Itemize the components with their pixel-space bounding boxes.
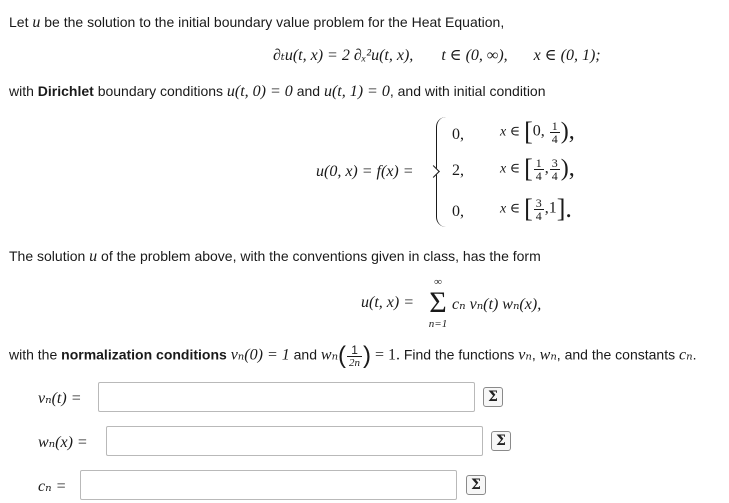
interval-end: 1 — [548, 199, 557, 217]
series-lhs: u(t, x) = — [361, 294, 414, 311]
fraction-1-4 — [550, 120, 560, 145]
frac-num: 3 — [535, 195, 542, 210]
frac-den: 4 — [535, 208, 542, 223]
interval-start: 0, — [532, 122, 545, 140]
bc-left: u(t, 0) = 0 — [226, 83, 293, 100]
normalization-label: normalization conditions — [61, 346, 227, 363]
answer-row-cn — [0, 470, 729, 500]
sum-upper-limit: ∞ — [434, 276, 442, 288]
ic-case-2 — [452, 162, 464, 180]
case-set-prefix: x ∈ — [500, 201, 521, 217]
norm-v-condition: vₙ(0) = 1 — [230, 346, 290, 364]
period: . — [692, 346, 697, 363]
solution-line — [9, 248, 541, 266]
close-bracket: ), — [560, 118, 575, 145]
var-u: u — [89, 248, 98, 265]
vn-input[interactable] — [98, 382, 475, 412]
pde-equation — [273, 45, 601, 65]
frac-num: 1 — [551, 118, 558, 133]
norm-w: wₙ — [320, 346, 339, 364]
fraction-3-4 — [550, 157, 560, 182]
open-bracket: [ — [524, 154, 533, 183]
norm-text-with: with the — [9, 346, 62, 363]
frac-den: 2n — [349, 356, 361, 369]
var-wn: wₙ — [539, 346, 557, 364]
cn-input[interactable] — [80, 470, 457, 500]
ic-case-2-set: x ∈ [ $\frac{1}{4}$ , $\frac{3}{4}$ ), — [500, 154, 575, 183]
case-set-prefix: x ∈ — [500, 161, 521, 177]
ic-case-3 — [452, 203, 464, 221]
ic-lhs: u(0, x) = f(x) = — [316, 163, 414, 180]
solution-text-after: of the problem above, with the conventions given in class, has the form — [97, 248, 541, 264]
piecewise-brace — [436, 117, 446, 227]
sigma-symbol: Σ — [429, 286, 447, 319]
close-bracket: ]. — [556, 194, 572, 223]
close-bracket: ), — [560, 155, 575, 182]
wn-input[interactable] — [106, 426, 483, 456]
ic-case-1-set — [500, 117, 575, 147]
vn-equation-editor-button[interactable]: Σ — [483, 387, 503, 407]
fraction-1-2n — [347, 344, 362, 369]
normalization-line: with the normalization conditions vₙ(0) = 1 and wₙ( $\frac{1}{2n}$ ) = 1. Find the functions vₙ, wₙ, and the constants cₙ. — [9, 342, 697, 369]
answer-row-wn — [0, 426, 729, 456]
bc-right: u(t, 1) = 0 — [323, 83, 390, 100]
norm-equals: = 1. — [374, 346, 400, 364]
frac-den: 4 — [535, 168, 542, 183]
cn-label: cₙ = — [38, 478, 67, 495]
boundary-conditions-line — [9, 83, 546, 101]
intro-text-after: be the solution to the initial boundary value problem for the Heat Equation, — [40, 14, 505, 30]
heat-equation: ∂ₜu(t, x) = 2 ∂ₓ²u(t, x), — [273, 47, 414, 64]
ic-case-3-set: x ∈ [ $\frac{3}{4}$ ,1]. — [500, 194, 572, 223]
frac-num: 3 — [551, 155, 558, 170]
sum-lower-limit: n=1 — [428, 318, 448, 330]
bc-text-and: and — [292, 83, 324, 99]
bc-text-with: with — [9, 83, 38, 99]
ic-case-1 — [452, 126, 464, 144]
case-value: 0, — [452, 203, 464, 220]
comma: , — [531, 346, 540, 363]
norm-text-and: and — [289, 346, 321, 363]
case-value: 2, — [452, 162, 464, 179]
fraction-1-4 — [534, 157, 544, 182]
bc-text-boundary: boundary conditions — [93, 83, 227, 99]
open-bracket: [ — [524, 194, 533, 223]
var-u: u — [32, 14, 41, 31]
norm-text-and-const: , and the constants — [556, 346, 679, 363]
frac-num: 1 — [347, 344, 362, 357]
frac-den: 4 — [551, 168, 558, 183]
case-set-prefix: x ∈ — [500, 124, 521, 140]
frac-den: 4 — [551, 131, 558, 146]
answer-row-vn — [0, 382, 729, 412]
x-domain: x ∈ (0, 1); — [533, 47, 601, 64]
var-cn: cₙ — [679, 346, 693, 364]
fraction-3-4 — [534, 197, 544, 222]
var-vn: vₙ — [518, 346, 532, 364]
open-bracket: [ — [524, 117, 533, 146]
sum-symbol — [425, 276, 451, 330]
solution-text-before: The solution — [9, 248, 90, 264]
series-term: cₙ vₙ(t) wₙ(x), — [452, 296, 542, 313]
t-domain: t ∈ (0, ∞), — [441, 47, 508, 64]
wn-label: wₙ(x) = — [38, 434, 88, 451]
dirichlet-label: Dirichlet — [37, 83, 94, 99]
intro-line — [9, 14, 504, 32]
wn-equation-editor-button[interactable]: Σ — [491, 431, 511, 451]
norm-text-find: Find the functions — [399, 346, 519, 363]
bc-text-end: , and with initial condition — [389, 83, 546, 99]
frac-num: 1 — [535, 155, 542, 170]
intro-text-before: Let — [9, 14, 33, 30]
cn-equation-editor-button[interactable]: Σ — [466, 475, 486, 495]
vn-label: vₙ(t) = — [38, 390, 82, 407]
case-value: 0, — [452, 126, 464, 143]
